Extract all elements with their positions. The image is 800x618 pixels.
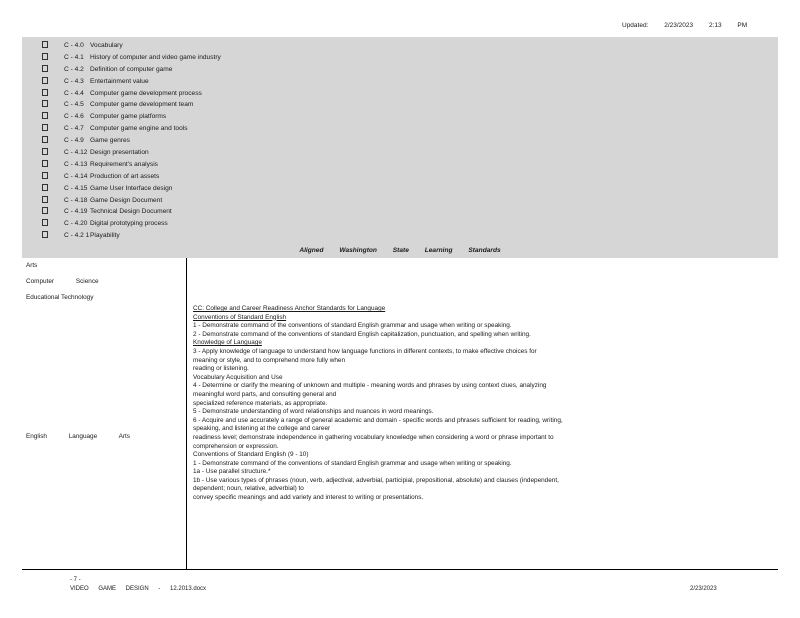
topic-item: [42, 111, 778, 123]
topic-label: Requirement's analysis: [90, 160, 158, 168]
checkbox-square-icon: [42, 196, 48, 203]
topics-panel: [22, 37, 778, 258]
checkbox-square-icon: [42, 148, 48, 155]
topic-code: C - 4.18: [64, 196, 88, 204]
subject-educational-technology: Educational Technology: [26, 294, 94, 301]
topic-item: [42, 64, 778, 76]
topic-label: Definition of computer game: [90, 65, 173, 73]
ela-line: 5 - Demonstrate understanding of word relationships and nuances in word meanings.: [193, 408, 434, 416]
topic-label: Vocabulary: [90, 42, 123, 49]
checkbox-square-icon: [42, 172, 48, 179]
topic-label: Computer game platforms: [90, 113, 167, 121]
topic-label: Digital prototyping process: [90, 220, 168, 228]
checkbox-square-icon: [42, 231, 48, 238]
column-divider: [186, 258, 187, 570]
topic-code: C - 4.3: [64, 77, 84, 85]
ela-line: specialized reference materials, as appropriate.: [193, 399, 328, 407]
topic-label: Computer game engine and tools: [90, 125, 188, 133]
footer-page-number: - 7 -: [70, 577, 81, 583]
table-bottom-rule: [22, 569, 778, 570]
ela-line: comprehension or expression.: [193, 442, 279, 450]
ela-line: 1 - Demonstrate command of the conventions of standard English grammar and usage when writing or speaking.: [193, 459, 512, 467]
topic-code: C - 4.2: [64, 65, 84, 73]
checkbox-square-icon: [42, 53, 48, 60]
topic-item: [42, 76, 778, 88]
ela-line: 3 - Apply knowledge of language to understand how language functions in different contexts, to make effective choices for: [193, 347, 537, 355]
checkbox-square-icon: [42, 160, 48, 167]
topic-item: [42, 147, 778, 159]
topic-item: [42, 88, 778, 100]
topic-item: [42, 218, 778, 230]
ela-line: meaningful word parts, and consulting general and: [193, 390, 337, 398]
topic-item: [42, 195, 778, 207]
topic-code: C - 4.1: [64, 53, 84, 61]
ela-line: readiness level; demonstrate independence in gathering vocabulary knowledge when considering a word or phrase important to: [193, 433, 554, 441]
updated-time: 2:13: [708, 22, 722, 29]
checkbox-square-icon: [42, 207, 48, 214]
topic-code: C - 4.14: [64, 172, 88, 180]
topic-label: Computer game development process: [90, 89, 202, 97]
topic-label: Technical Design Document: [90, 208, 172, 216]
topic-item: [42, 135, 778, 147]
ela-line: convey specific meanings and add variety and interest to writing or presentations.: [193, 494, 424, 502]
ela-line: dependent; noun, relative, adverbial) to: [193, 485, 304, 493]
ela-line: Knowledge of Language: [193, 339, 262, 347]
topic-code: C - 4.5: [64, 101, 84, 109]
topic-label: Entertainment value: [90, 77, 149, 85]
ela-standards-text: [193, 305, 778, 503]
ela-line: Vocabulary Acquisition and Use: [193, 373, 283, 381]
topic-label: Game User Interface design: [90, 184, 173, 192]
topic-code: C - 4.6: [64, 113, 84, 121]
topic-item: [42, 183, 778, 195]
checkbox-square-icon: [42, 41, 48, 48]
footer-date: 2/23/2023: [690, 586, 717, 592]
checkbox-square-icon: [42, 65, 48, 72]
topic-code: C - 4.7: [64, 125, 84, 133]
updated-timestamp: [622, 22, 747, 29]
topic-code: C - 4.0: [64, 42, 84, 49]
subject-arts: Arts: [26, 262, 38, 269]
topic-code: C - 4.20: [64, 220, 88, 228]
ela-line: Conventions of Standard English (9 - 10): [193, 451, 309, 459]
subject-computer-science: Computer Science: [26, 278, 99, 285]
topic-item: [42, 40, 778, 52]
checkbox-square-icon: [42, 77, 48, 84]
topic-code: C - 4.2 1: [64, 232, 90, 240]
ela-line: reading or listening.: [193, 365, 249, 373]
ela-line: CC: College and Career Readiness Anchor Standards for Language: [193, 305, 386, 312]
topic-label: Game genres: [90, 137, 130, 145]
topic-label: Playability: [90, 232, 120, 240]
topic-code: C - 4.13: [64, 160, 88, 168]
updated-ampm: PM: [737, 22, 748, 29]
topic-code: C - 4.15: [64, 184, 88, 192]
updated-label: Updated:: [622, 22, 649, 29]
standards-heading: Aligned Washington State Learning Standards: [299, 247, 501, 254]
topic-list: [22, 37, 778, 242]
topic-code: C - 4.12: [64, 149, 88, 157]
ela-line: 1b - Use various types of phrases (noun, verb, adjectival, adverbial, participial, prepositional, absolute) and clauses (independent,: [193, 476, 559, 484]
ela-line: 1a - Use parallel structure.*: [193, 468, 271, 476]
topic-label: History of computer and video game industry: [90, 53, 221, 61]
topic-item: [42, 52, 778, 64]
ela-line: 6 - Acquire and use accurately a range of general academic and domain - specific words and phrases sufficient for reading, writing,: [193, 416, 563, 424]
checkbox-square-icon: [42, 124, 48, 131]
checkbox-square-icon: [42, 112, 48, 119]
checkbox-square-icon: [42, 184, 48, 191]
topic-item: [42, 230, 778, 242]
topic-label: Game Design Document: [90, 196, 163, 204]
updated-date: 2/23/2023: [664, 22, 694, 29]
checkbox-square-icon: [42, 136, 48, 143]
topic-label: Computer game development team: [90, 101, 194, 109]
ela-line: Conventions of Standard English: [193, 313, 287, 321]
checkbox-square-icon: [42, 100, 48, 107]
ela-line: 4 - Determine or clarify the meaning of unknown and multiple - meaning words and phrases by using context clues, analyzing: [193, 382, 547, 390]
ela-line: 1 - Demonstrate command of the conventions of standard English grammar and usage when writing or speaking.: [193, 322, 512, 330]
footer-doc-name: VIDEO GAME DESIGN - 12.2013.docx: [70, 586, 207, 592]
topic-code: C - 4.4: [64, 89, 84, 97]
subject-english-language-arts: English Language Arts: [26, 433, 130, 440]
ela-line: speaking, and listening at the college and career: [193, 425, 331, 433]
topic-item: [42, 123, 778, 135]
topic-label: Design presentation: [90, 149, 149, 157]
checkbox-square-icon: [42, 89, 48, 96]
topic-item: [42, 159, 778, 171]
checkbox-square-icon: [42, 219, 48, 226]
ela-line: 2 - Demonstrate command of the conventions of standard English capitalization, punctuation, and spelling when writing.: [193, 330, 531, 338]
topic-item: [42, 99, 778, 111]
topic-item: [42, 206, 778, 218]
topic-label: Production of art assets: [90, 172, 160, 180]
topic-code: C - 4.9: [64, 137, 84, 145]
topic-item: [42, 171, 778, 183]
ela-line: meaning or style, and to comprehend more fully when: [193, 356, 346, 364]
topic-code: C - 4.19: [64, 208, 88, 216]
